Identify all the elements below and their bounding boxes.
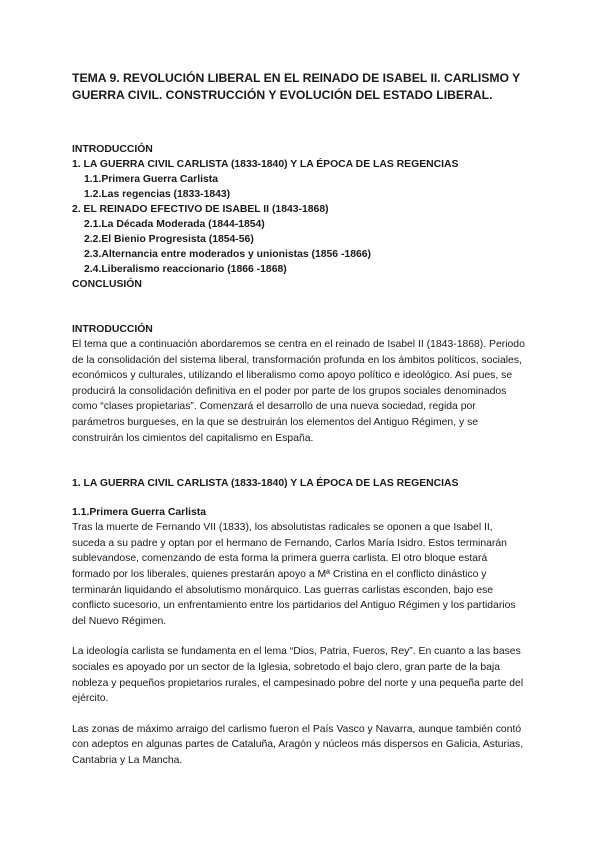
toc-item-section-2: 2. EL REINADO EFECTIVO DE ISABEL II (1843-1868) xyxy=(72,204,329,215)
table-of-contents xyxy=(72,142,528,292)
toc-item-section-1-1: 1.1.Primera Guerra Carlista xyxy=(84,174,218,185)
document-title: TEMA 9. REVOLUCIÓN LIBERAL EN EL REINADO DE ISABEL II. CARLISMO Y GUERRA CIVIL. CONSTRUCCIÓN Y EVOLUCIÓN DEL ESTADO LIBERAL. xyxy=(72,71,521,102)
toc-item-section-1-2: 1.2.Las regencias (1833-1843) xyxy=(84,189,231,200)
toc-item-section-2-1: 2.1.La Década Moderada (1844-1854) xyxy=(84,219,265,230)
introduction-heading: INTRODUCCIÓN xyxy=(72,324,153,335)
section-1-1-paragraph-2: La ideología carlista se fundamenta en el lema “Dios, Patria, Fueros, Rey”. En cuanto a las bases sociales es apoyado por un sector de la Iglesia, sobretodo el bajo clero, gran parte de la baja nobleza y pequeños propietarios rurales, el campesinado pobre del norte y una pequeña parte del ejército. xyxy=(72,646,524,705)
section-1-1-paragraph-3: Las zonas de máximo arraigo del carlismo fueron el País Vasco y Navarra, aunque también contó con adeptos en algunas partes de Cataluña, Aragón y núcleos más dispersos en Galicia, Asturias, Cantabria y La Mancha. xyxy=(72,723,524,766)
introduction-section xyxy=(72,322,528,446)
introduction-paragraph: El tema que a continuación abordaremos se centra en el reinado de Isabel II (1843-1868). Periodo de la consolidación del sistema liberal, transformación profunda en los ámbitos políticos, sociales, económicos y culturales, utilizando el liberalismo como apoyo político e ideológico. Así pues, se producirá la consolidación definitiva en el poder por parte de los grupos sociales denominados como “clases propietarias”. Comenzará el desarrollo de una nueva sociedad, regida por parámetros burgueses, en la que se destruirán los elementos del Antiguo Régimen, y se construirán los cimientos del capitalismo en España. xyxy=(72,339,525,444)
section-1-heading: 1. LA GUERRA CIVIL CARLISTA (1833-1840) Y LA ÉPOCA DE LAS REGENCIAS xyxy=(72,478,459,490)
toc-item-introduccion: INTRODUCCIÓN xyxy=(72,144,153,155)
section-1-1-paragraph-1: Tras la muerte de Fernando VII (1833), los absolutistas radicales se oponen a que Isabel II, suceda a su padre y optan por el hermano de Fernando, Carlos María Isidro. Estos terminarán sublevandose, comenzando de esta forma la primera guerra carlista. El otro bloque estará formado por los liberales, quienes prestarán apoyo a Mª Cristina en el conflicto dinástico y terminarán liquidando el absolutismo monárquico. Las guerras carlistas esconden, bajo ese conflicto sucesorio, un enfrentamiento entre los partidarios del Antiguo Régimen y los partidarios del Nuevo Régimen. xyxy=(72,522,516,627)
toc-item-conclusion: CONCLUSIÓN xyxy=(72,279,142,290)
toc-item-section-2-2: 2.2.El Bienio Progresista (1854-56) xyxy=(84,234,254,245)
section-1 xyxy=(72,476,528,768)
toc-item-section-2-4: 2.4.Liberalismo reaccionario (1866 -1868) xyxy=(84,264,287,275)
toc-item-section-1: 1. LA GUERRA CIVIL CARLISTA (1833-1840) Y LA ÉPOCA DE LAS REGENCIAS xyxy=(72,159,459,170)
section-1-1-heading: 1.1.Primera Guerra Carlista xyxy=(72,507,206,519)
toc-item-section-2-3: 2.3.Alternancia entre moderados y unionistas (1856 -1866) xyxy=(84,249,372,260)
